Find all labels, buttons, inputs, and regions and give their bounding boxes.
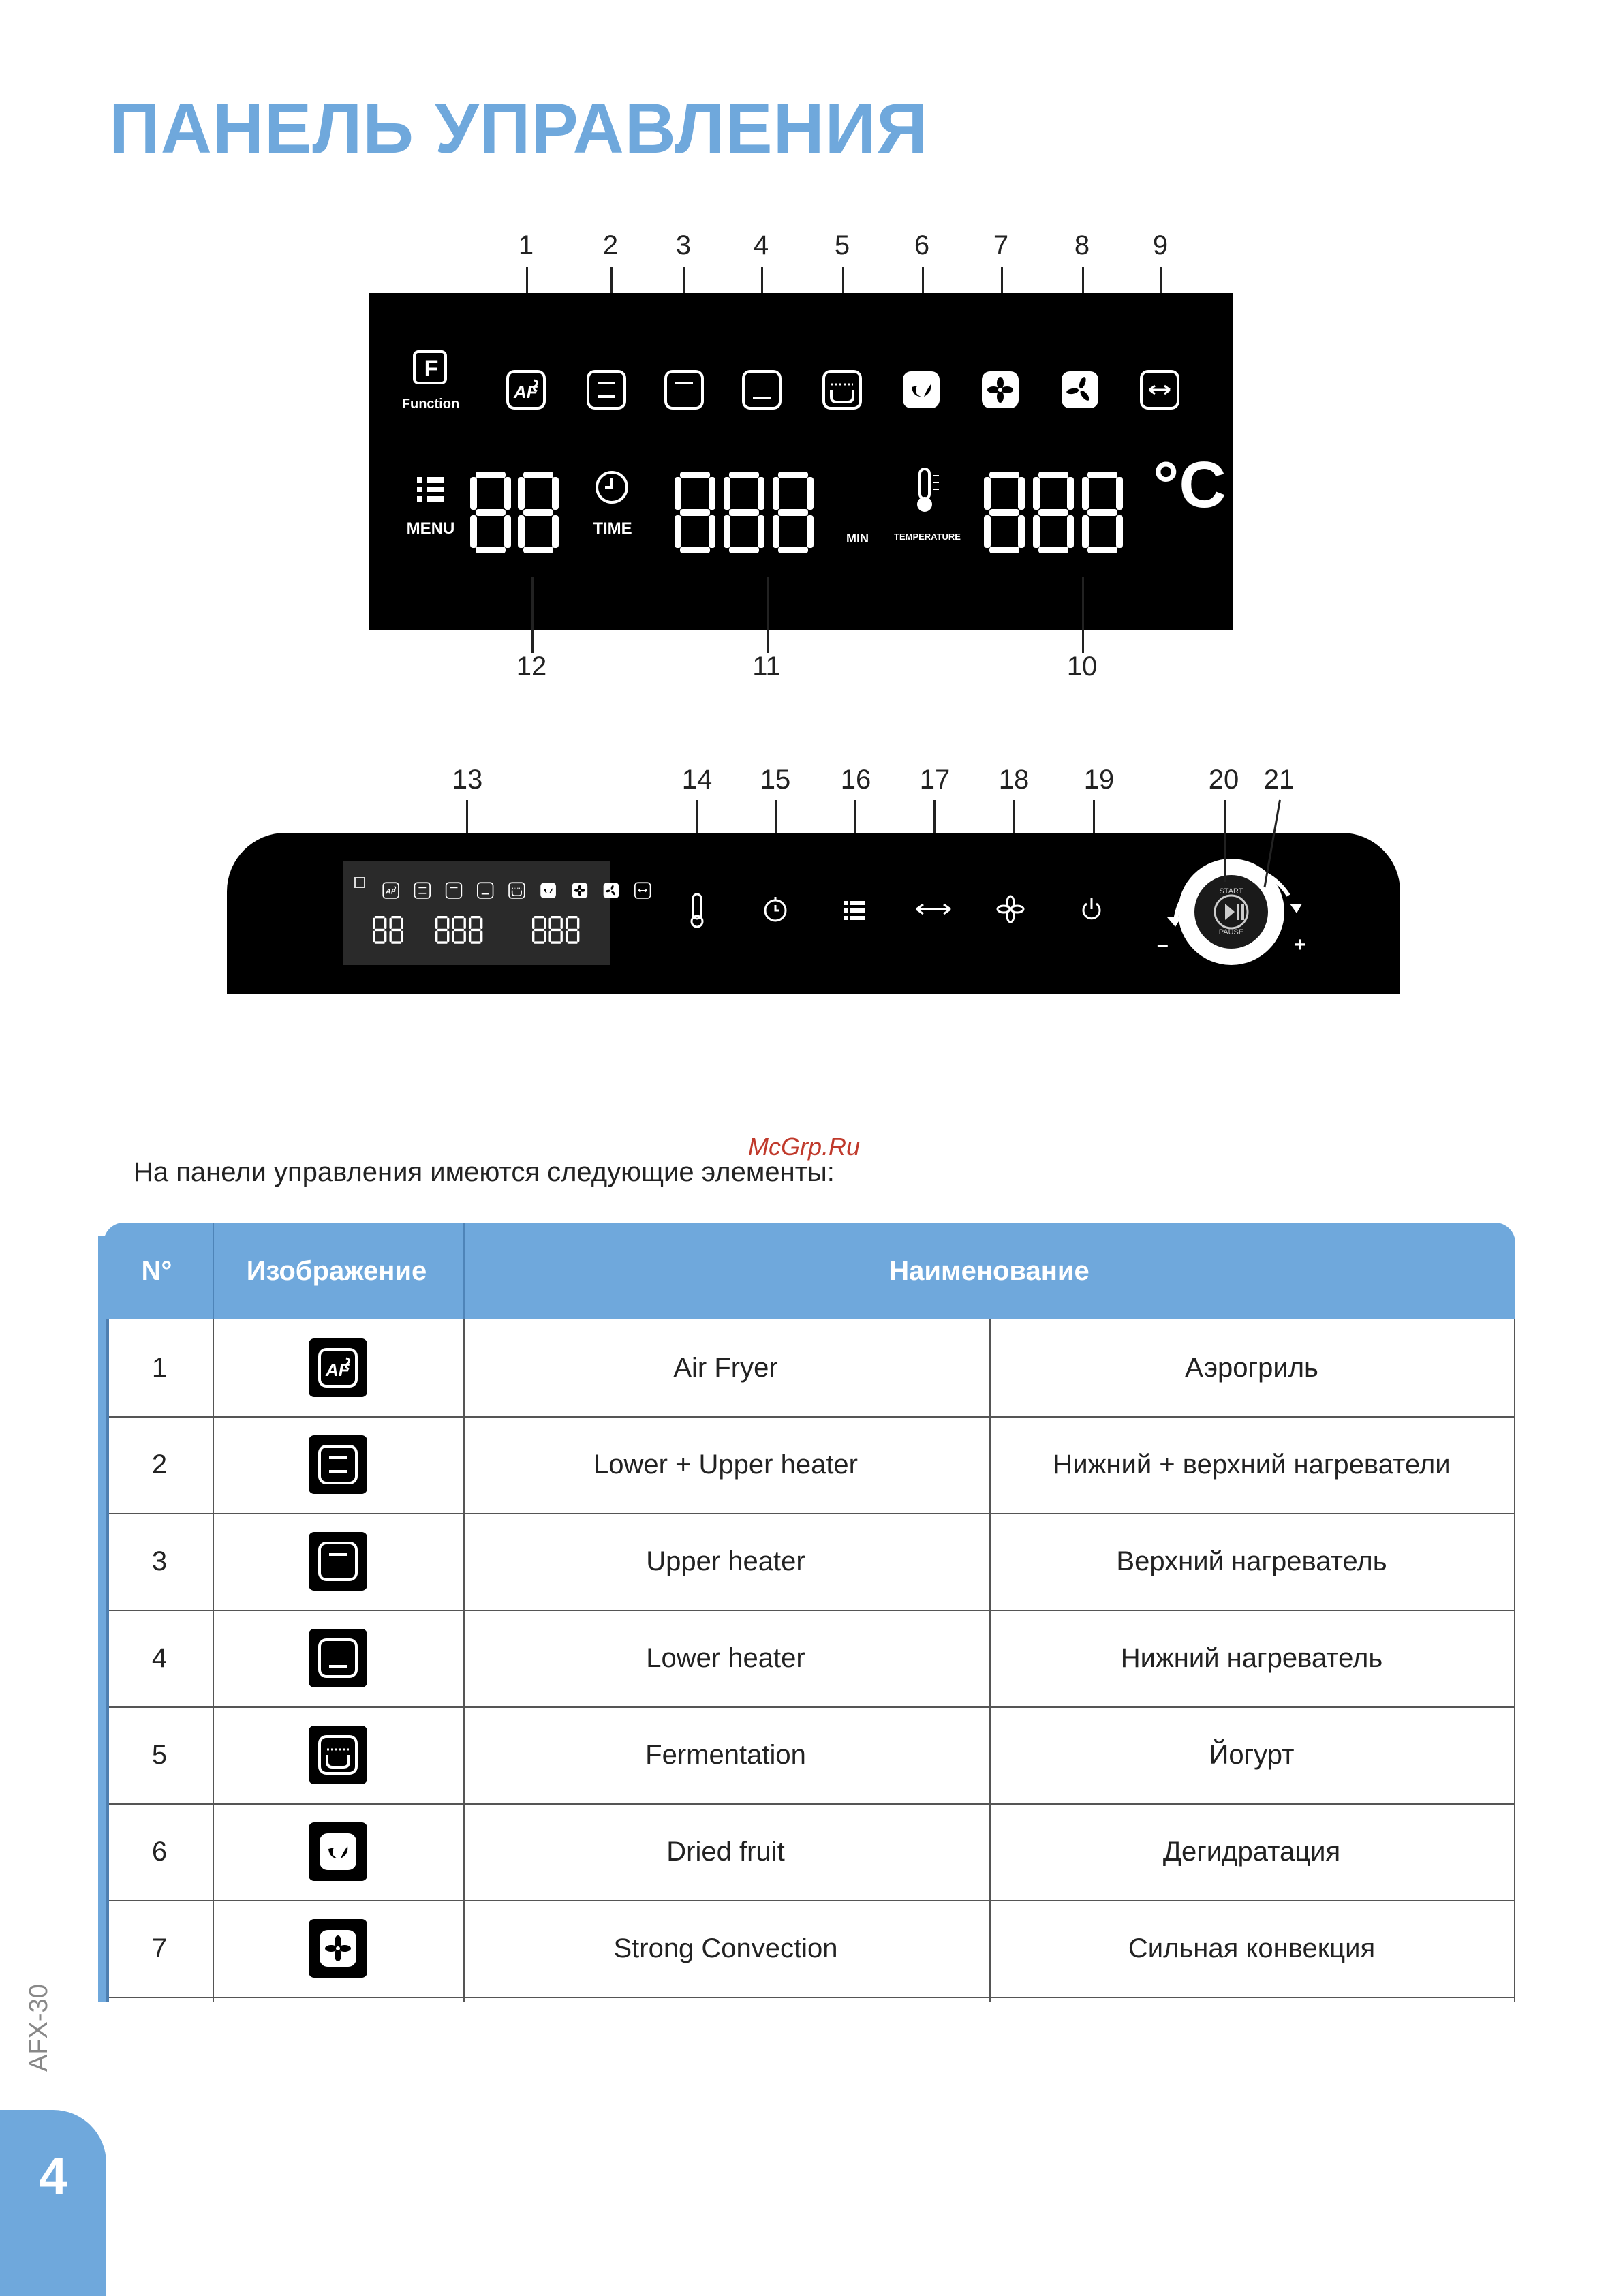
menu-label: MENU	[406, 519, 455, 538]
header-no: N°	[141, 1256, 172, 1286]
row-image	[213, 1610, 463, 1706]
time-digits	[675, 472, 814, 553]
header-name: Наименование	[889, 1256, 1089, 1286]
convection-icon	[1062, 371, 1098, 408]
lower-heater-icon	[309, 1629, 367, 1687]
row-image	[213, 1513, 463, 1610]
menu-digits	[470, 472, 559, 553]
row-name-ru: Нижний нагреватель	[1120, 1643, 1383, 1673]
strong-convection-icon	[982, 371, 1019, 408]
row-name-ru: Верхний нагреватель	[1116, 1546, 1387, 1576]
table-row	[106, 1803, 1515, 1901]
row-number: 1	[151, 1353, 168, 1383]
thermometer-icon	[917, 469, 939, 512]
row-image	[213, 1900, 463, 1997]
lower-upper-heater-icon	[588, 371, 625, 408]
row-number: 3	[151, 1546, 168, 1576]
menu-icon	[417, 477, 444, 502]
callout-13: 13	[452, 765, 483, 795]
row-number: 2	[151, 1450, 168, 1480]
power-button-icon	[1083, 898, 1100, 919]
rotisserie-icon	[1141, 371, 1178, 408]
row-number: 5	[151, 1740, 168, 1770]
page-number: 4	[38, 2147, 68, 2205]
callout-4: 4	[753, 230, 769, 260]
plus-label: +	[1294, 934, 1306, 956]
row-name-en: Upper heater	[646, 1546, 805, 1576]
lower-heater-icon	[743, 371, 780, 408]
upper-heater-icon	[309, 1532, 367, 1591]
row-name-ru: Сильная конвекция	[1128, 1933, 1376, 1963]
callout-16: 16	[840, 765, 871, 795]
min-label: MIN	[846, 532, 869, 545]
fan-button-icon	[998, 896, 1023, 922]
temperature-digits	[984, 472, 1123, 553]
functions-table	[98, 1223, 1515, 2002]
callout-8: 8	[1074, 230, 1090, 260]
fermentation-icon	[309, 1726, 367, 1784]
air-fryer-icon	[309, 1338, 367, 1397]
table-row	[106, 1610, 1515, 1708]
row-name-en: Fermentation	[645, 1740, 806, 1770]
dried-fruit-icon	[309, 1822, 367, 1881]
row-image	[213, 1803, 463, 1900]
pause-label: PAUSE	[1218, 928, 1244, 936]
callout-5: 5	[834, 230, 850, 260]
clock-icon	[597, 472, 627, 502]
callout-10: 10	[1066, 652, 1098, 682]
row-name-ru: Йогурт	[1209, 1740, 1295, 1770]
callout-15: 15	[760, 765, 791, 795]
temperature-label: TEMPERATURE	[894, 532, 961, 542]
callout-9: 9	[1152, 230, 1169, 260]
table-row	[106, 1319, 1515, 1418]
callout-7: 7	[993, 230, 1009, 260]
intro-text: На панели управления имеются следующие элементы:	[134, 1157, 835, 1187]
callout-11: 11	[752, 652, 781, 682]
control-knob	[1167, 859, 1302, 965]
callout-14: 14	[681, 765, 713, 795]
function-letter: F	[424, 356, 439, 382]
table-row	[106, 1513, 1515, 1611]
start-label: START	[1219, 887, 1243, 896]
header-image: Изображение	[246, 1256, 427, 1286]
row-number: 4	[151, 1643, 168, 1673]
page-title: ПАНЕЛЬ УПРАВЛЕНИЯ	[109, 89, 929, 168]
row-image	[213, 1416, 463, 1513]
callout-6: 6	[914, 230, 930, 260]
mini-display	[343, 861, 651, 965]
menu-button-icon	[844, 901, 865, 920]
row-name-ru: Дегидратация	[1162, 1837, 1341, 1867]
celsius-label: °C	[1153, 448, 1226, 521]
row-name-en: Air Fryer	[673, 1353, 778, 1383]
row-name-en: Lower heater	[646, 1643, 805, 1673]
minus-label: –	[1157, 934, 1169, 956]
function-label: Function	[401, 397, 460, 412]
display-panel	[369, 293, 1233, 630]
time-label: TIME	[593, 519, 632, 538]
row-number: 7	[151, 1933, 168, 1963]
model-label: AFX-30	[25, 1984, 53, 2072]
row-name-en: Strong Convection	[613, 1933, 838, 1963]
callout-18: 18	[998, 765, 1030, 795]
fermentation-icon	[824, 371, 861, 408]
callout-19: 19	[1083, 765, 1115, 795]
callout-17: 17	[919, 765, 950, 795]
callout-21: 21	[1263, 765, 1295, 795]
air-fryer-icon	[508, 371, 544, 408]
lower-upper-heater-icon	[309, 1435, 367, 1494]
callout-2: 2	[602, 230, 619, 260]
strong-convection-icon	[309, 1919, 367, 1978]
callout-20: 20	[1208, 765, 1239, 795]
row-name-ru: Аэрогриль	[1185, 1353, 1318, 1383]
row-image	[213, 1319, 463, 1416]
watermark: McGrp.Ru	[748, 1133, 861, 1161]
rotisserie-button-icon	[916, 904, 950, 914]
row-name-en: Lower + Upper heater	[593, 1450, 858, 1480]
row-name-ru: Нижний + верхний нагреватели	[1053, 1450, 1451, 1480]
table-row	[106, 1706, 1515, 1805]
callout-12: 12	[516, 652, 547, 682]
callout-1: 1	[518, 230, 534, 260]
callout-3: 3	[675, 230, 692, 260]
dried-fruit-icon	[903, 371, 940, 408]
row-image	[213, 1706, 463, 1803]
table-row	[106, 1416, 1515, 1514]
table-row	[106, 1900, 1515, 1998]
table-header	[104, 1223, 1515, 1319]
row-name-en: Dried fruit	[666, 1837, 785, 1867]
timer-button-icon	[765, 897, 786, 921]
temperature-button-icon	[692, 894, 702, 927]
upper-heater-icon	[666, 371, 702, 408]
row-number: 6	[151, 1837, 168, 1867]
